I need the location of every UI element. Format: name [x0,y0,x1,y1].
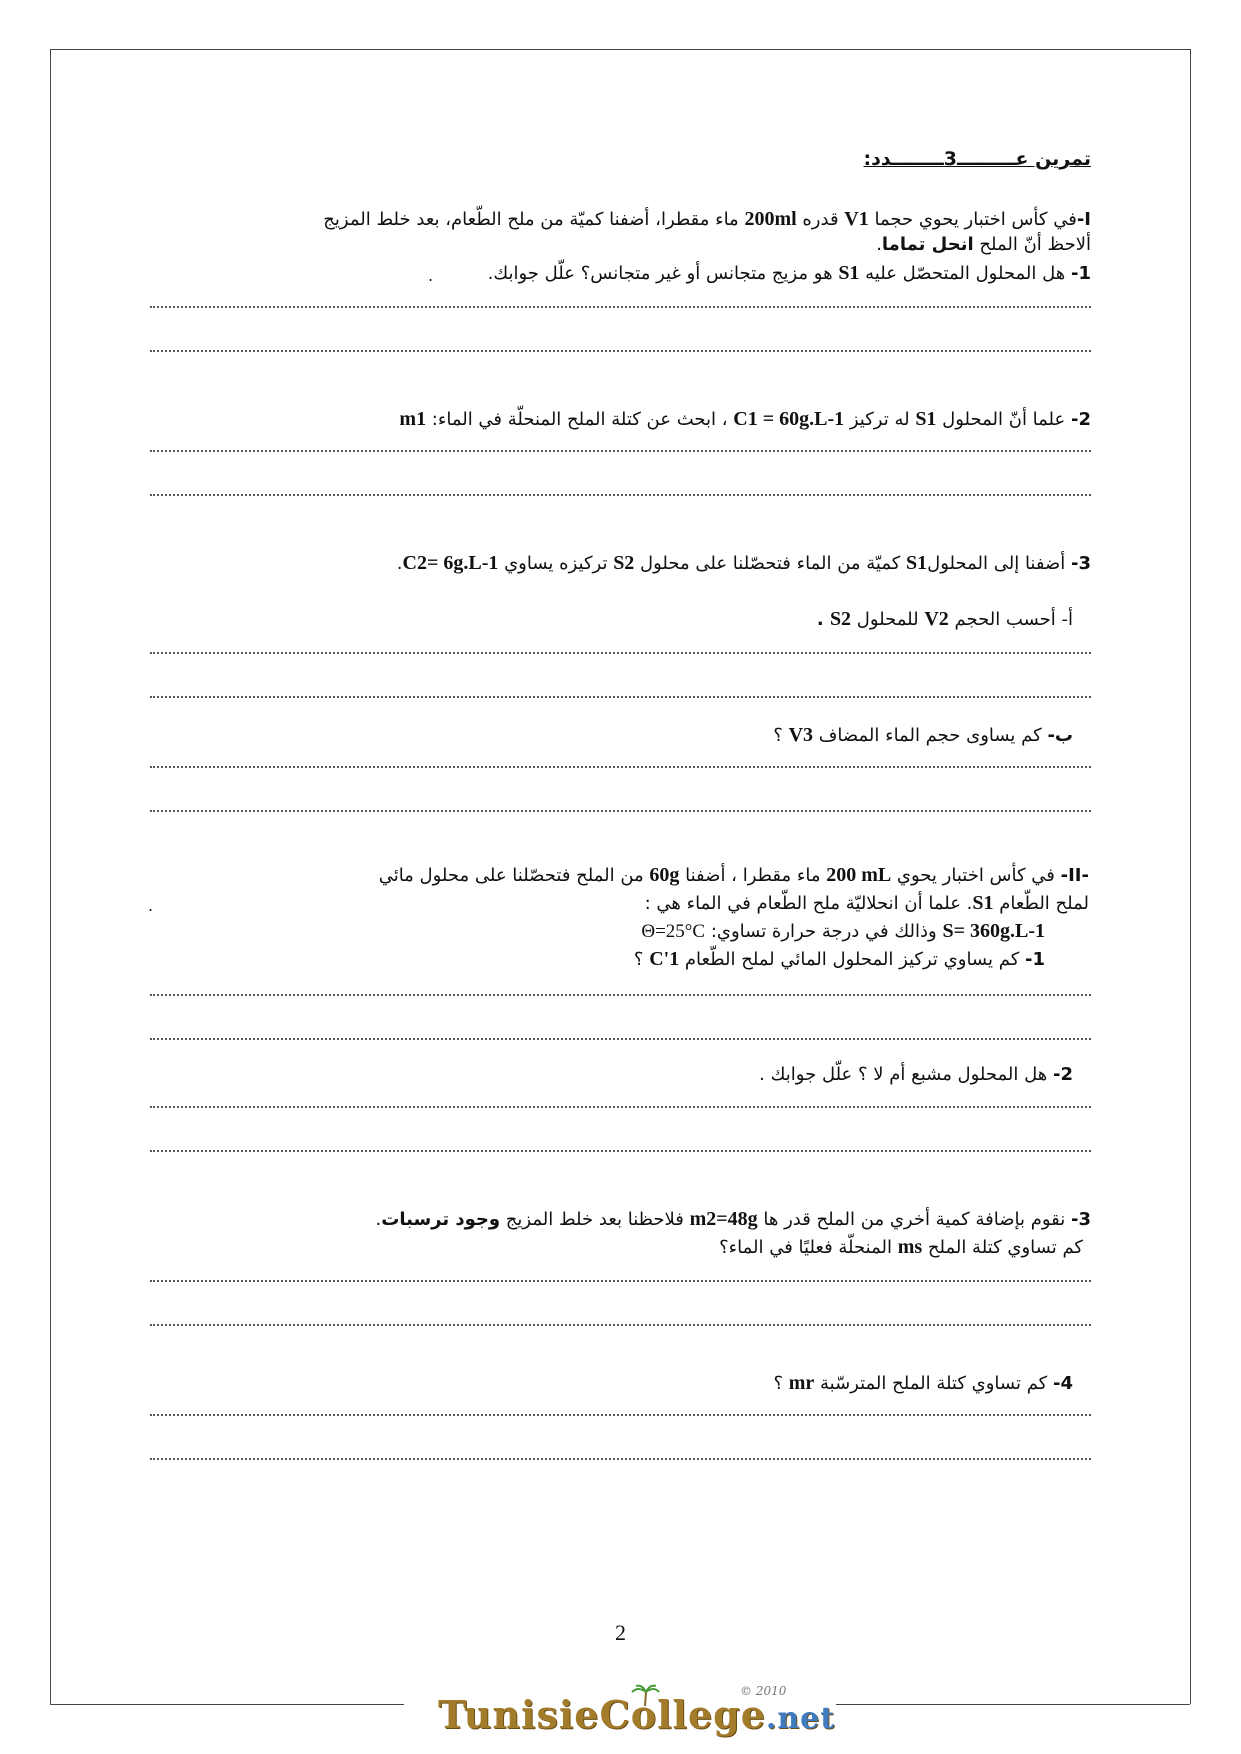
page-number: 2 [615,1620,626,1645]
page-frame-left [50,49,51,1704]
site-logo [430,1684,836,1744]
answer-line [150,1106,1091,1108]
part1-intro-line1: I-في كأس اختبار يحوي حجما V1 قدره 200ml ماء مقطرا، أضفنا كميّة من ملح الطّعام، بعد خلط المزيج [323,208,1091,230]
page-frame-bottom-right [836,1704,1190,1705]
answer-line [150,994,1091,996]
part2-question-4: 4- كم تساوي كتلة الملح المترسّبة mr ؟ [773,1372,1073,1394]
answer-line [150,1324,1091,1326]
part1-question-2: 2- علما أنّ المحلول S1 له تركيز C1 = 60g.L-1 ، ابحث عن كتلة الملح المنحلّة في الماء: m1 [399,408,1091,430]
part1-question-3: 3- أضفنا إلى المحلولS1 كميّة من الماء فتحصّلنا على محلول S2 تركيزه يساوي C2= 6g.L-1. [396,552,1091,574]
answer-line [150,1414,1091,1416]
part1-question-3a: أ- أحسب الحجم V2 للمحلول S2 . [816,608,1073,630]
answer-line [150,1150,1091,1152]
answer-line [150,494,1091,496]
answer-line [150,652,1091,654]
part2-intro-line2: لملح الطّعام S1. علما أن انحلاليّة ملح الطّعام في الماء هي : [644,892,1089,914]
answer-line [150,306,1091,308]
part2-question-3-line2: كم تساوي كتلة الملح ms المنحلّة فعليًا في الماء؟ [719,1236,1083,1258]
part1-question-3b: ب- كم يساوى حجم الماء المضاف V3 ؟ [773,724,1073,746]
page-frame-right [1190,49,1191,1704]
part2-numeral: -II- [1060,865,1089,886]
part2-question-2: 2- هل المحلول مشبع أم لا ؟ علّل جوابك . [759,1064,1073,1085]
answer-line [150,1280,1091,1282]
stray-dot: . [428,266,434,285]
answer-line [150,810,1091,812]
page-frame-top [50,49,1190,50]
answer-line [150,450,1091,452]
answer-line [150,1038,1091,1040]
part2-intro-line3: S= 360g.L-1 وذالك في درجة حرارة تساوي: Θ=25°C [641,920,1045,942]
answer-line [150,766,1091,768]
exercise-title: تمرين عـــــــــ3ــــــــدد: [863,148,1091,170]
answer-line [150,350,1091,352]
v1-symbol: V1 [844,208,869,230]
part1-question-1: 1- هل المحلول المتحصّل عليه S1 هو مزيج متجانس أو غير متجانس؟ علّل جوابك. [487,262,1091,284]
page-frame-bottom-left [50,1704,404,1705]
part2-question-3: 3- نقوم بإضافة كمية أخري من الملح قدر ها m2=48g فلاحظنا بعد خلط المزيج وجود ترسبات. [375,1208,1091,1230]
stray-dot: . [148,896,154,915]
part1-numeral: I- [1076,209,1091,230]
logo-text: TunisieCollege.net [438,1692,836,1737]
answer-line [150,696,1091,698]
part2-intro-line1: -II- في كأس اختبار يحوي 200 mL ماء مقطرا ، أضفنا 60g من الملح فتحصّلنا على محلول مائي [378,864,1089,886]
logo-year: © 2010 [740,1684,787,1698]
part2-question-1: 1- كم يساوي تركيز المحلول المائي لملح الطّعام C'1 ؟ [633,948,1045,970]
volume-value: 200ml [744,208,797,230]
answer-line [150,1458,1091,1460]
part1-intro-line2: ألاحظ أنّ الملح انحل تماما. [876,234,1091,255]
